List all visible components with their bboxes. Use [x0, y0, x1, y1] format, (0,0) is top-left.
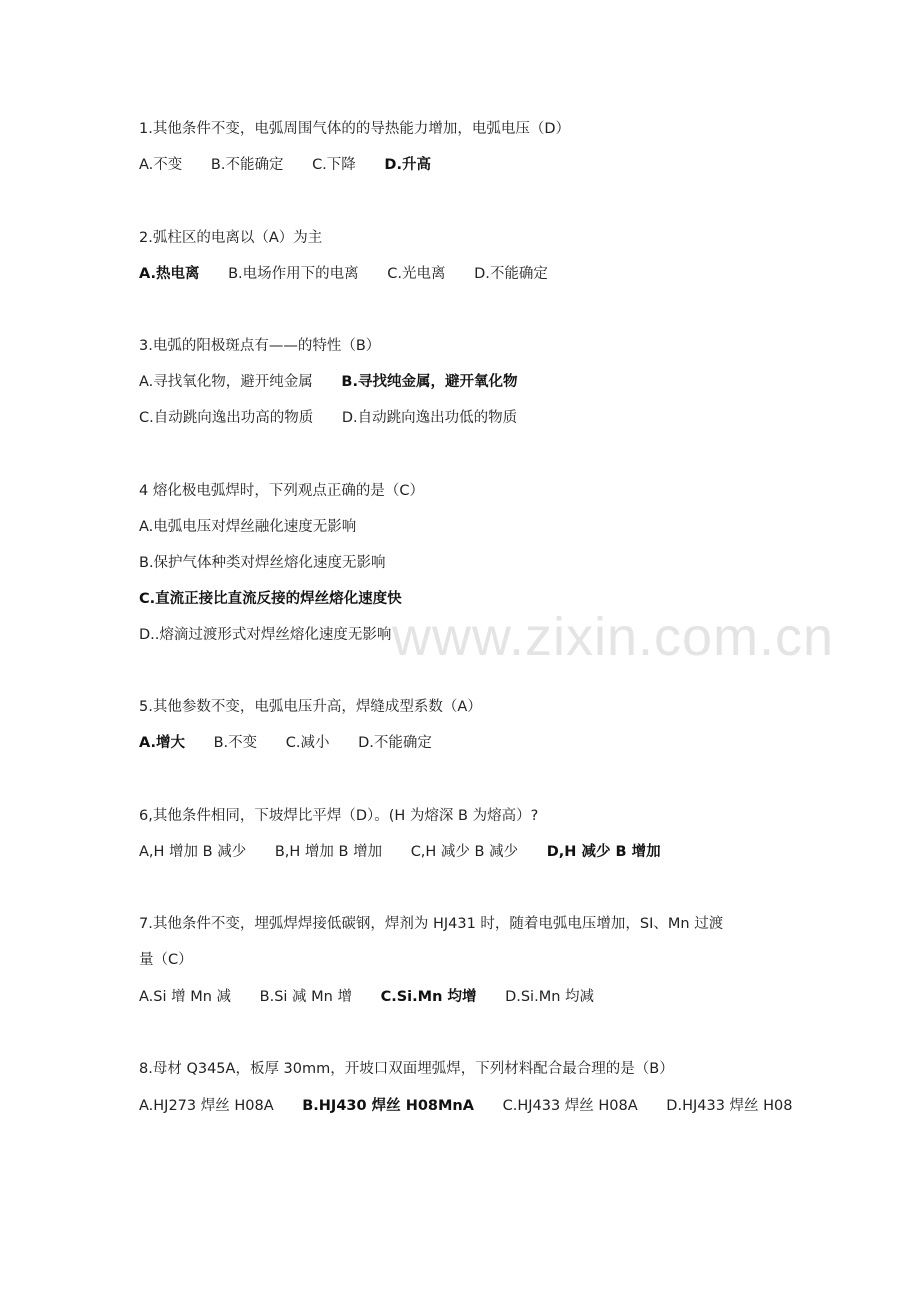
question-5-options [139, 733, 456, 753]
option-b: B.电场作用下的电离 [228, 266, 359, 282]
question-5-stem: 5.其他参数不变，电弧电压升高，焊缝成型系数（A） [139, 699, 482, 715]
option-b-correct: B.寻找纯金属，避开氧化物 [341, 374, 518, 390]
question-7-options [139, 987, 618, 1007]
option-a: A.HJ273 焊丝 H08A [139, 1098, 274, 1114]
question-4-option-a: A.电弧电压对焊丝融化速度无影响 [139, 519, 357, 535]
option-d: D.Si.Mn 均减 [505, 989, 595, 1005]
question-4-stem: 4 熔化极电弧焊时，下列观点正确的是（C） [139, 483, 424, 499]
option-b: B,H 增加 B 增加 [274, 844, 383, 860]
question-4-option-c-correct: C.直流正接比直流反接的焊丝熔化速度快 [139, 591, 402, 607]
option-b: B.不能确定 [210, 157, 284, 173]
option-c: C.下降 [312, 157, 356, 173]
question-3-stem: 3.电弧的阳极斑点有——的特性（B） [139, 338, 381, 354]
question-8-stem: 8.母材 Q345A，板厚 30mm，开坡口双面埋弧焊，下列材料配合最合理的是（B） [139, 1061, 674, 1077]
option-c: C.光电离 [387, 266, 446, 282]
question-1-stem: 1.其他条件不变，电弧周围气体的的导热能力增加，电弧电压（D） [139, 121, 570, 137]
question-6-options [139, 842, 685, 862]
option-b: B.Si 减 Mn 增 [259, 989, 352, 1005]
option-a-correct: A.热电离 [139, 266, 200, 282]
option-a-correct: A.增大 [139, 735, 185, 751]
option-a: A,H 增加 B 减少 [139, 844, 247, 860]
option-a: A.Si 增 Mn 减 [139, 989, 232, 1005]
question-3-options-row1 [139, 372, 541, 392]
question-7-stem-line2: 量（C） [139, 952, 193, 968]
option-d-correct: D,H 减少 B 增加 [546, 844, 661, 860]
question-1-options [139, 155, 455, 175]
option-b: B.不变 [213, 735, 258, 751]
question-2-options [139, 264, 572, 284]
option-c-correct: C.Si.Mn 均增 [380, 989, 477, 1005]
option-c: C,H 减少 B 减少 [410, 844, 519, 860]
question-8-options [139, 1096, 817, 1116]
question-2-stem: 2.弧柱区的电离以（A）为主 [139, 230, 323, 246]
option-d: D.自动跳向逸出功低的物质 [341, 410, 518, 426]
option-d: D.HJ433 焊丝 H08 [666, 1098, 793, 1114]
question-7-stem-line1: 7.其他条件不变，埋弧焊焊接低碳钢，焊剂为 HJ431 时，随着电弧电压增加，SI、Mn 过渡 [139, 916, 724, 932]
option-c: C.HJ433 焊丝 H08A [502, 1098, 638, 1114]
option-b-correct: B.HJ430 焊丝 H08MnA [302, 1098, 474, 1114]
option-d-correct: D.升高 [384, 157, 431, 173]
option-a: A.寻找氧化物，避开纯金属 [139, 374, 313, 390]
option-c: C.自动跳向逸出功高的物质 [139, 410, 314, 426]
option-c: C.减小 [285, 735, 330, 751]
option-a: A.不变 [139, 157, 183, 173]
option-d: D.不能确定 [474, 266, 548, 282]
watermark: www.zixin.com.cn [392, 607, 835, 667]
option-d: D.不能确定 [358, 735, 432, 751]
question-4-option-b: B.保护气体种类对焊丝熔化速度无影响 [139, 555, 386, 571]
question-3-options-row2 [139, 408, 541, 428]
question-6-stem: 6,其他条件相同，下坡焊比平焊（D）。(H 为熔深 B 为熔高）? [139, 808, 539, 824]
question-4-option-d: D..熔滴过渡形式对焊丝熔化速度无影响 [139, 627, 392, 643]
